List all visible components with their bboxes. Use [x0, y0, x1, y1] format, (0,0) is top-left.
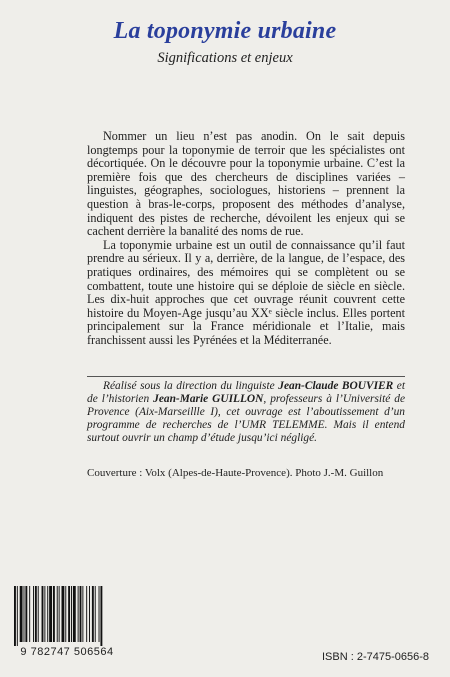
barcode-bar: [47, 586, 48, 642]
editor-name: Jean-Marie GUILLON: [153, 393, 264, 405]
barcode-bar: [80, 586, 82, 642]
barcode-bar: [95, 586, 96, 642]
credit-text: , professeurs à l’Université de Provence (Aix-Marseillle I), cet ouvrage est l’aboutissement d’un programme de recherches de l’UMR TELEMME. Mais il entend surtout ouvrir un champ d’étude jusqu’ici négligé.: [87, 393, 406, 444]
barcode-bar: [49, 586, 52, 642]
barcode-bar: [29, 586, 30, 642]
barcode-bar: [33, 586, 34, 642]
barcode-bar: [25, 586, 27, 642]
barcode-bar: [17, 586, 18, 646]
barcode-bar: [89, 586, 90, 642]
editors-credit: [87, 380, 405, 445]
blurb-paragraph: La toponymie urbaine est un outil de connaissance qu’il faut prendre au sérieux. Il y a, derrière, de la langue, de l’espace, des pratiques ordinaires, des mémoires qui se complètent ou se combattent, toute une histoire qui se déploie de siècle en siècle. Les dix-huit approches que cet ouvrage réunit couvrent cette histoire du Moyen-Age jusqu’au XXᵉ siècle inclus. Elles portent principalement sur la France méridionale et l’Italie, mais franchissent aussi les Pyrénées et la Méditerranée.: [87, 237, 405, 347]
blurb: [87, 130, 405, 348]
barcode-graphic: [10, 586, 124, 646]
credit-text: et de l’historien: [87, 380, 405, 405]
barcode-bar: [20, 586, 23, 642]
credit-text: Réalisé sous la direction du linguiste: [103, 380, 279, 392]
barcode: [10, 586, 124, 646]
barcode-digits: 9 782747 506564: [20, 646, 114, 658]
barcode-bar: [14, 586, 16, 646]
barcode-bar: [78, 586, 79, 642]
cover-photo-caption: Couverture : Volx (Alpes-de-Haute-Provence). Photo J.-M. Guillon: [87, 467, 384, 479]
barcode-bar: [57, 586, 58, 642]
barcode-bar: [100, 586, 102, 646]
barcode-bar: [53, 586, 55, 642]
barcode-bar: [42, 586, 44, 642]
book-subtitle: Significations et enjeux: [157, 50, 293, 66]
barcode-bar: [92, 586, 94, 642]
barcode-bar: [65, 586, 66, 642]
barcode-bar: [71, 586, 72, 642]
editor-name: Jean-Claude BOUVIER: [278, 380, 394, 392]
barcode-bar: [44, 586, 45, 642]
divider: [87, 376, 405, 377]
barcode-bar: [38, 586, 39, 642]
barcode-bar: [35, 586, 37, 642]
blurb-paragraph: Nommer un lieu n’est pas anodin. On le sait depuis longtemps pour la toponymie de terroir que les spécialistes ont décortiquée. On le découvre pour la toponymie urbaine. C’est la première fois que des chercheurs de disciplines variées – linguistes, géographes, sociologues, historiens – prennent la question à bras-le-corps, proposent des méthodes d’analyse, indiquent des pistes de recherche, dévoilent les enjeux qui se cachent derrière la banalité des noms de rue.: [87, 129, 405, 239]
barcode-bar: [24, 586, 25, 642]
barcode-bar: [59, 586, 60, 642]
barcode-bar: [73, 586, 76, 642]
barcode-bar: [68, 586, 70, 642]
isbn: ISBN : 2-7475-0656-8: [322, 651, 430, 663]
barcode-bar: [62, 586, 65, 642]
book-title: La toponymie urbaine: [113, 18, 337, 44]
barcode-bar: [82, 586, 83, 642]
barcode-bar: [99, 586, 100, 642]
barcode-bar: [86, 586, 87, 642]
